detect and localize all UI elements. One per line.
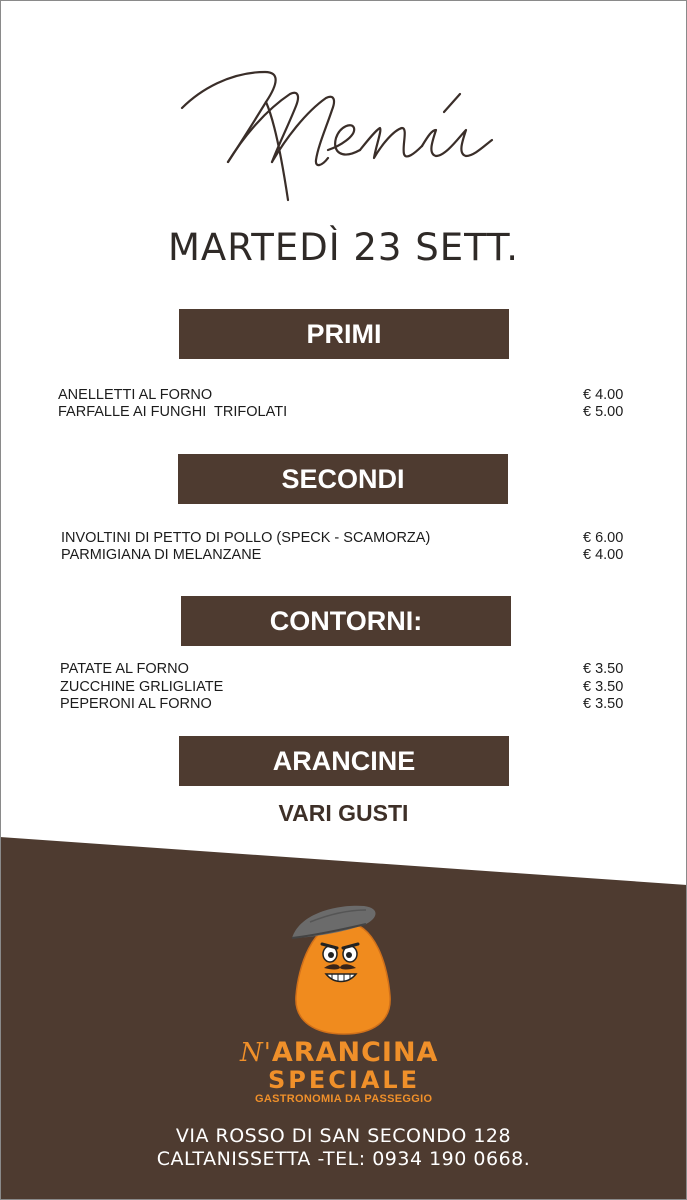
item-price: € 6.00 <box>583 530 624 546</box>
footer-address: VIA ROSSO DI SAN SECONDO 128 <box>175 1125 512 1147</box>
item-name: PATATE AL FORNO <box>60 661 189 677</box>
item-price: € 3.50 <box>583 661 624 677</box>
item-name: ZUCCHINE GRLIGLIATE <box>60 679 224 695</box>
arancina-mascot-logo <box>280 898 410 1038</box>
item-price: € 4.00 <box>583 387 624 403</box>
item-name: ANELLETTI AL FORNO <box>58 387 213 403</box>
item-price: € 3.50 <box>583 696 624 712</box>
footer-city-phone: CALTANISSETTA -TEL: 0934 190 0668. <box>156 1148 531 1170</box>
brand-prefix: N' <box>240 1038 272 1068</box>
section-header-secondi: SECONDI <box>178 454 508 504</box>
brand-name-line2: SPECIALE <box>268 1066 421 1094</box>
arancine-note: VARI GUSTI <box>278 800 409 826</box>
item-name: PARMIGIANA DI MELANZANE <box>61 547 262 563</box>
menu-date: MARTEDÌ 23 SETT. <box>167 226 520 269</box>
section-header-arancine: ARANCINE <box>179 736 509 786</box>
item-price: € 4.00 <box>583 547 624 563</box>
section-header-contorni: CONTORNI: <box>181 596 511 646</box>
brand-tagline: GASTRONOMIA DA PASSEGGIO <box>255 1093 433 1105</box>
brand-word1: ARANCINA <box>271 1037 439 1068</box>
item-price: € 5.00 <box>583 404 624 420</box>
item-name: FARFALLE AI FUNGHI TRIFOLATI <box>58 404 288 420</box>
brand-name-line1 <box>240 1037 438 1068</box>
section-header-primi: PRIMI <box>179 309 509 359</box>
item-price: € 3.50 <box>583 679 624 695</box>
item-name: PEPERONI AL FORNO <box>60 696 212 712</box>
item-name: INVOLTINI DI PETTO DI POLLO (SPECK - SCAMORZA) <box>61 530 431 546</box>
